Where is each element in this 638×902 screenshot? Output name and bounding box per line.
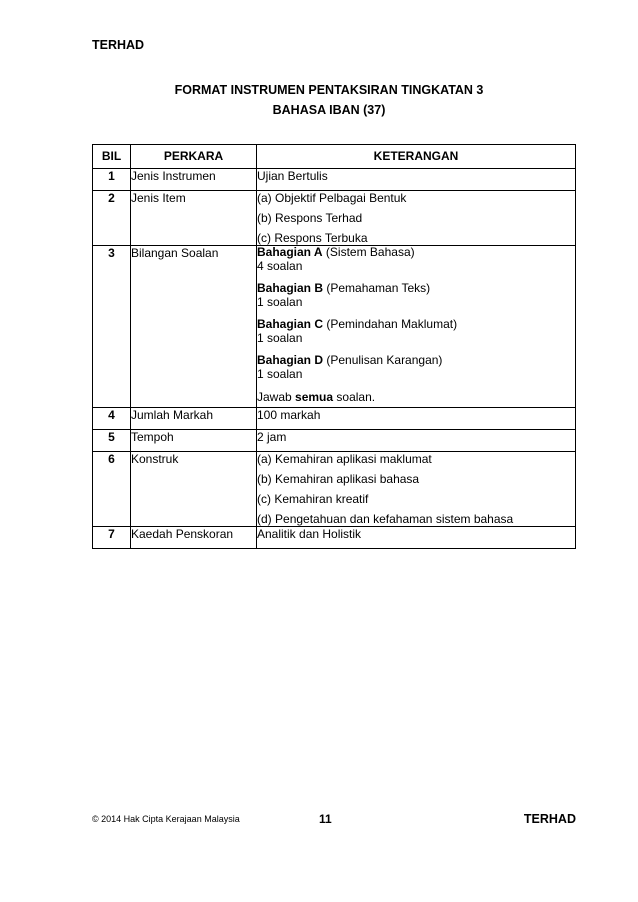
note-post: soalan. [333,390,376,404]
row-keterangan: 2 jam [257,430,576,452]
row-keterangan: Analitik dan Holistik [257,527,576,549]
list-item [257,211,575,225]
row-perkara: Jenis Item [131,191,257,246]
header-bil: BIL [93,145,131,169]
item-marker: (c) [257,231,271,245]
table-row [93,169,576,191]
section-count: 1 soalan [257,295,303,309]
item-text: Objektif Pelbagai Bentuk [275,191,407,205]
table-row [93,246,576,408]
row-perkara: Bilangan Soalan [131,246,257,408]
row-keterangan: Ujian Bertulis [257,169,576,191]
row-perkara: Jumlah Markah [131,408,257,430]
copyright-notice: © 2014 Hak Cipta Kerajaan Malaysia [92,814,240,824]
table-row [93,527,576,549]
row-number: 6 [93,452,131,527]
table-row [93,452,576,527]
section-desc: (Pemindahan Maklumat) [323,317,458,331]
row-keterangan [257,452,576,527]
row-number: 3 [93,246,131,408]
row-perkara: Konstruk [131,452,257,527]
list-item [257,231,575,245]
item-text: Kemahiran aplikasi maklumat [275,452,432,466]
classification-header: TERHAD [92,38,145,52]
title-line-2: BAHASA IBAN (37) [272,103,386,117]
section-name: Bahagian C [257,317,324,331]
document-title [0,80,638,120]
row-perkara: Tempoh [131,430,257,452]
item-text: Respons Terhad [275,211,363,225]
section-item [257,282,575,309]
answer-note [257,390,575,404]
section-item [257,246,575,273]
list-item [257,492,575,506]
row-perkara: Kaedah Penskoran [131,527,257,549]
list-item [257,472,575,486]
item-marker: (c) [257,492,271,506]
list-item [257,191,575,205]
item-text: Respons Terbuka [274,231,368,245]
section-name: Bahagian B [257,281,324,295]
note-pre: Jawab [257,390,296,404]
list-item [257,452,575,466]
item-marker: (a) [257,191,272,205]
item-marker: (d) [257,512,272,526]
section-item [257,354,575,381]
section-desc: (Pemahaman Teks) [323,281,431,295]
row-number: 2 [93,191,131,246]
title-line-1: FORMAT INSTRUMEN PENTAKSIRAN TINGKATAN 3 [174,83,484,97]
row-keterangan [257,191,576,246]
row-keterangan: 100 markah [257,408,576,430]
section-count: 4 soalan [257,259,303,273]
format-table [92,144,576,549]
table-header-row [93,145,576,169]
section-count: 1 soalan [257,367,303,381]
table-row [93,408,576,430]
item-marker: (a) [257,452,272,466]
item-marker: (b) [257,472,272,486]
section-name: Bahagian D [257,353,324,367]
header-perkara: PERKARA [131,145,257,169]
item-text: Pengetahuan dan kefahaman sistem bahasa [275,512,514,526]
table-row [93,191,576,246]
row-number: 7 [93,527,131,549]
row-perkara: Jenis Instrumen [131,169,257,191]
item-marker: (b) [257,211,272,225]
classification-footer: TERHAD [523,812,576,826]
item-text: Kemahiran kreatif [274,492,369,506]
item-text: Kemahiran aplikasi bahasa [275,472,420,486]
row-number: 4 [93,408,131,430]
section-item [257,318,575,345]
section-desc: (Sistem Bahasa) [322,245,415,259]
page-footer [92,812,576,828]
section-desc: (Penulisan Karangan) [323,353,443,367]
section-name: Bahagian A [257,245,323,259]
page-number: 11 [319,812,332,826]
list-item [257,512,575,526]
table-row [93,430,576,452]
header-keterangan: KETERANGAN [257,145,576,169]
row-keterangan [257,246,576,408]
section-count: 1 soalan [257,331,303,345]
row-number: 1 [93,169,131,191]
note-emphasis: semua [295,390,334,404]
row-number: 5 [93,430,131,452]
